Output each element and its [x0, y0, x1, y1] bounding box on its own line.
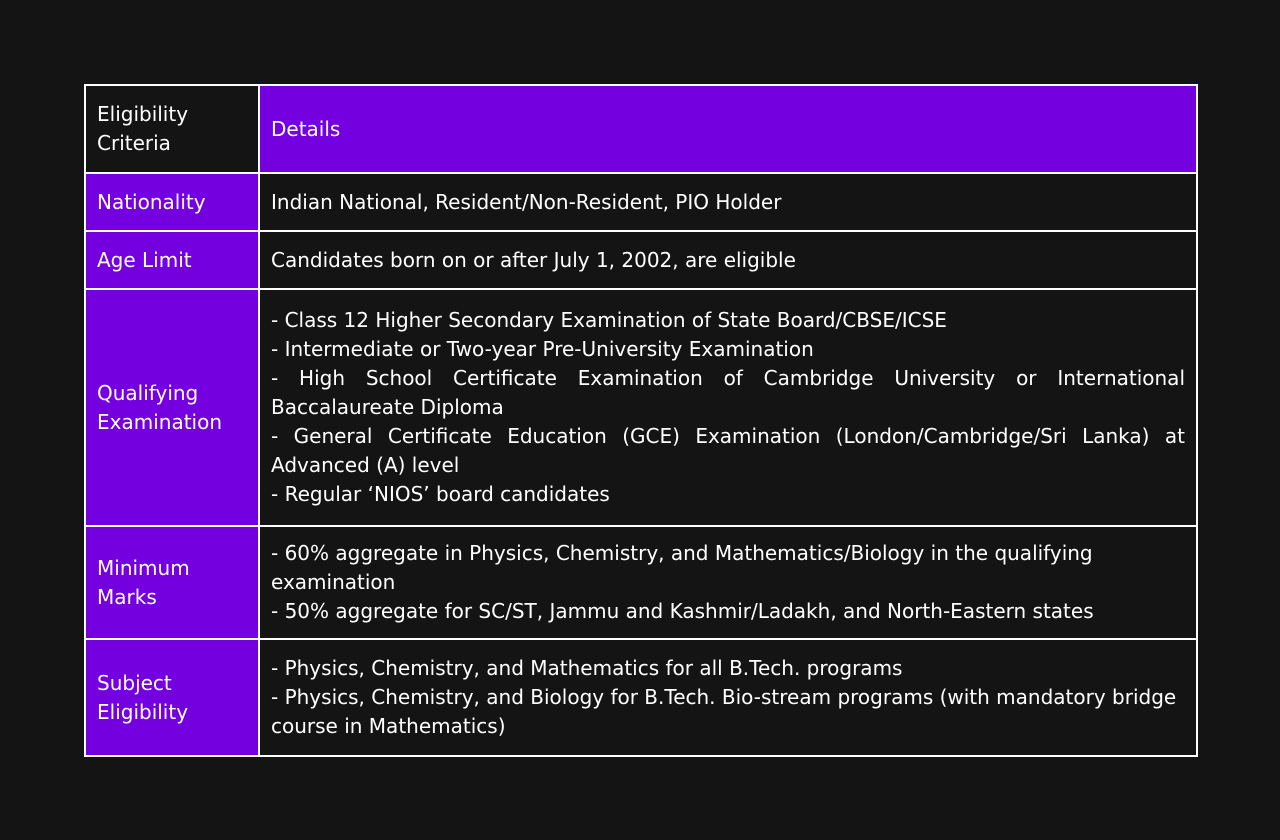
details-cell — [259, 173, 1197, 231]
criteria-cell — [85, 526, 259, 639]
details-cell — [259, 639, 1197, 756]
criteria-cell — [85, 289, 259, 526]
details-line: - High School Certificate Examination of Cambridge University or International Baccalaureate Diploma — [271, 366, 1185, 419]
table-row-nationality — [85, 173, 1197, 231]
details-cell — [259, 526, 1197, 639]
details-line: - Intermediate or Two-year Pre-University Examination — [271, 337, 814, 361]
header-criteria-label: Eligibility Criteria — [97, 102, 189, 155]
criteria-label-subject-eligibility: Subject Eligibility — [97, 670, 189, 724]
details-line: - Physics, Chemistry, and Biology for B.Tech. Bio-stream programs (with mandatory bridge course in Mathematics) — [271, 685, 1177, 738]
details-cell — [259, 289, 1197, 526]
details-line: - Physics, Chemistry, and Mathematics for all B.Tech. programs — [271, 656, 903, 680]
table-row-qualifying-examination — [85, 289, 1197, 526]
criteria-label-minimum-marks: Minimum Marks — [97, 555, 190, 609]
table-header-row — [85, 85, 1197, 173]
details-line: - 50% aggregate for SC/ST, Jammu and Kashmir/Ladakh, and North-Eastern states — [271, 599, 1094, 623]
criteria-cell — [85, 231, 259, 289]
eligibility-table-container — [84, 84, 1196, 757]
details-line: - Regular ‘NIOS’ board candidates — [271, 482, 610, 506]
table-row-minimum-marks — [85, 526, 1197, 639]
criteria-cell — [85, 639, 259, 756]
criteria-cell — [85, 173, 259, 231]
header-details-label: Details — [271, 116, 341, 141]
header-criteria-cell — [85, 85, 259, 173]
details-line: - 60% aggregate in Physics, Chemistry, and Mathematics/Biology in the qualifying examination — [271, 541, 1093, 594]
details-line: - General Certificate Education (GCE) Examination (London/Cambridge/Sri Lanka) at Advanced (A) level — [271, 424, 1185, 477]
criteria-label-nationality: Nationality — [97, 189, 206, 214]
details-line: Indian National, Resident/Non-Resident, PIO Holder — [271, 189, 782, 214]
eligibility-table — [84, 84, 1198, 757]
details-line: Candidates born on or after July 1, 2002, are eligible — [271, 247, 796, 272]
details-line: - Class 12 Higher Secondary Examination of State Board/CBSE/ICSE — [271, 308, 947, 332]
table-row-age-limit — [85, 231, 1197, 289]
header-details-cell — [259, 85, 1197, 173]
table-row-subject-eligibility — [85, 639, 1197, 756]
criteria-label-age-limit: Age Limit — [97, 247, 192, 272]
criteria-label-qualifying-examination: Qualifying Examination — [97, 380, 223, 434]
details-cell — [259, 231, 1197, 289]
